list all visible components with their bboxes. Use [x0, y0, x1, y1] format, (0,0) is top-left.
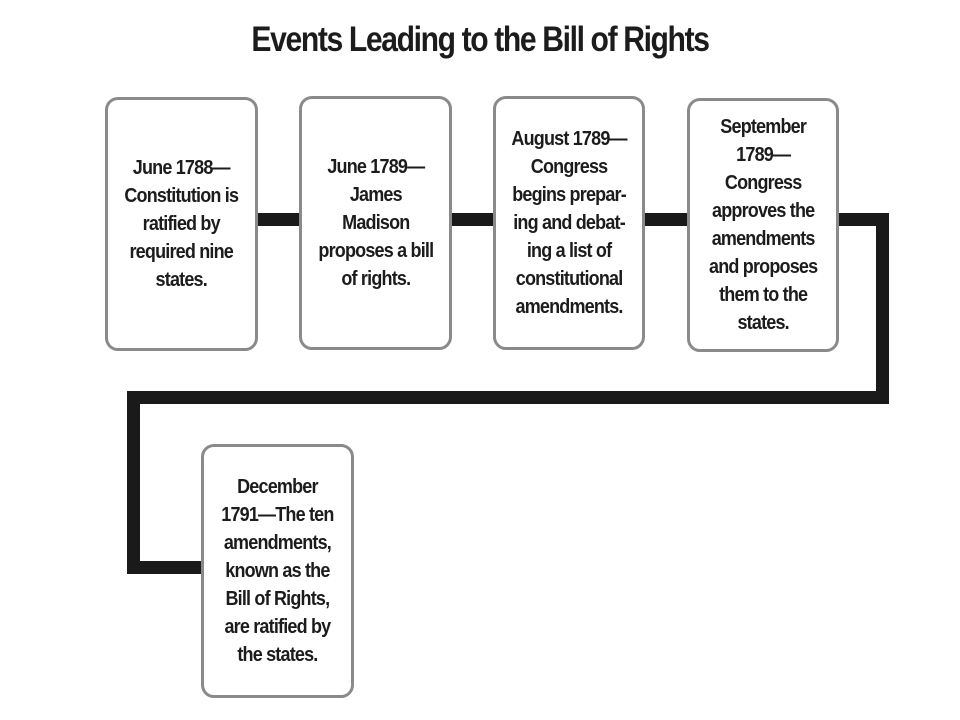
connector-left-down [127, 391, 140, 574]
event-text: December 1791—The ten amendments, known as the Bill of Rights, are ratified by the states. [221, 476, 334, 666]
event-box-june-1788 [105, 97, 258, 351]
event-box-june-1789 [299, 96, 452, 350]
event-text: June 1788— Constitution is ratified by required nine states. [124, 157, 239, 291]
event-text: June 1789— James Madison proposes a bill of rights. [318, 156, 433, 290]
connector-return-left [127, 391, 889, 404]
connector-to-5 [127, 561, 203, 574]
event-text: August 1789— Congress begins prepar- ing and debat- ing a list of constitutional amendments. [511, 128, 627, 318]
event-text: September 1789— Congress approves the amendments and proposes them to the states. [708, 116, 818, 334]
event-box-august-1789 [493, 96, 645, 350]
event-box-september-1789 [687, 98, 839, 352]
connector-right-down [876, 213, 889, 404]
page-title: Events Leading to the Bill of Rights [251, 20, 709, 59]
event-box-december-1791 [201, 444, 354, 698]
connector-1-2 [256, 213, 301, 226]
connector-2-3 [450, 213, 495, 226]
connector-3-4 [643, 213, 689, 226]
